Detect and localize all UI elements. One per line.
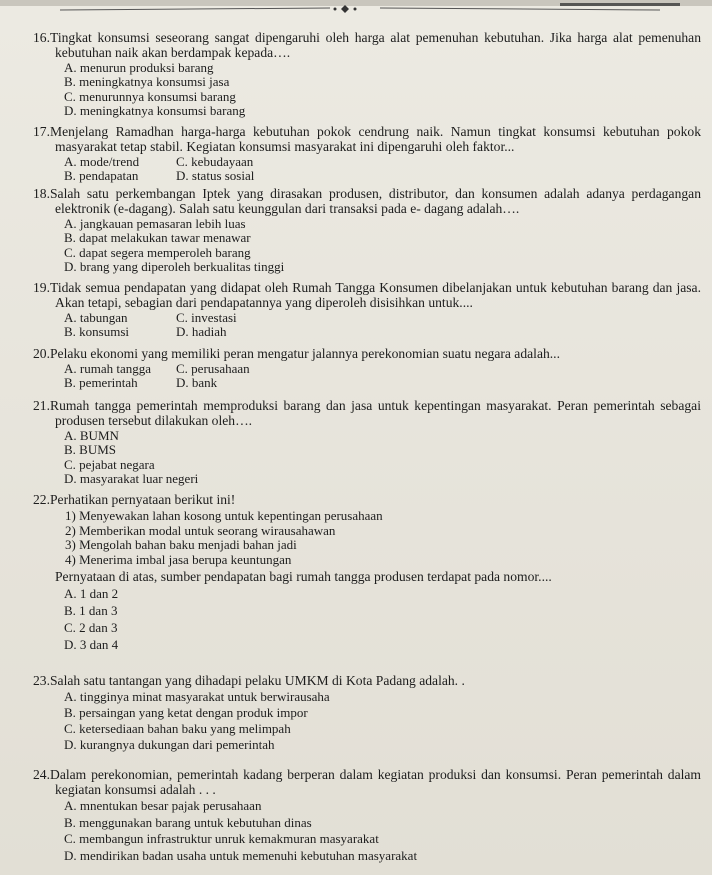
option-b[interactable]: B. pendapatan xyxy=(64,168,139,184)
option-a[interactable]: A. mnentukan besar pajak perusahaan xyxy=(64,798,262,813)
question-stem: Perhatikan pernyataan berikut ini! xyxy=(50,492,236,507)
statement-3: 3) Mengolah bahan baku menjadi bahan jadi xyxy=(65,537,297,553)
question-number: 22. xyxy=(33,492,50,507)
option-b[interactable]: B. 1 dan 3 xyxy=(64,603,118,619)
question-19 xyxy=(33,280,701,340)
question-stem: Pelaku ekonomi yang memiliki peran mengatur jalannya perekonomian suatu negara adalah... xyxy=(50,346,560,361)
question-stem: Tidak semua pendapatan yang didapat oleh Rumah Tangga Konsumen dibelanjakan untuk kebutuhan barang dan jasa. Akan tetapi, sebagian dari pendapatannya yang diperoleh disisihkan untuk.... xyxy=(50,280,701,310)
option-list xyxy=(33,61,701,119)
header-ornament xyxy=(0,0,712,22)
option-b[interactable]: B. menggunakan barang untuk kebutuhan dinas xyxy=(64,814,312,830)
option-a[interactable]: A. BUMN xyxy=(64,428,119,443)
option-list xyxy=(33,689,701,753)
option-grid xyxy=(33,362,701,391)
question-stem: Salah satu perkembangan Iptek yang dirasakan produsen, distributor, dan konsumen adalah adanya perdagangan elektronik (e-dagang). Salah satu keunggulan dari transaksi pada e- dagang adalah…. xyxy=(50,186,701,216)
option-c[interactable]: C. pejabat negara xyxy=(64,456,155,472)
question-stem: Menjelang Ramadhan harga-harga kebutuhan pokok cendrung naik. Namun tingkat konsumsi kebutuhan pokok masyarakat tetap stabil. Kegiatan konsumsi masyarakat ini dipengaruhi oleh faktor... xyxy=(50,124,701,154)
option-a[interactable]: A. jangkauan pemasaran lebih luas xyxy=(64,216,246,231)
option-d[interactable]: D. kurangnya dukungan dari pemerintah xyxy=(64,737,275,752)
option-d[interactable]: D. 3 dan 4 xyxy=(64,637,119,653)
option-a[interactable]: A. menurun produksi barang xyxy=(64,60,214,75)
option-d[interactable]: D. masyarakat luar negeri xyxy=(64,471,199,487)
question-number: 23. xyxy=(33,673,50,688)
option-c[interactable]: C. menurunnya konsumsi barang xyxy=(64,88,236,104)
option-a[interactable]: A. tabungan xyxy=(64,310,128,325)
option-c[interactable]: C. investasi xyxy=(176,310,237,325)
option-list xyxy=(33,798,701,864)
question-number: 17. xyxy=(33,124,50,139)
option-b[interactable]: B. BUMS xyxy=(64,442,117,458)
statement-2: 2) Memberikan modal untuk seorang wirausahawan xyxy=(65,522,336,538)
question-21 xyxy=(33,398,701,487)
option-c[interactable]: C. dapat segera memperoleh barang xyxy=(64,244,251,260)
option-d[interactable]: D. hadiah xyxy=(176,324,227,340)
question-stem: Rumah tangga pemerintah memproduksi barang dan jasa untuk kepentingan masyarakat. Peran pemerintah sebagai produsen tersebut dilakukan oleh…. xyxy=(50,398,701,428)
question-number: 18. xyxy=(33,186,50,201)
question-22 xyxy=(33,492,701,653)
option-list xyxy=(33,429,701,487)
question-stem: Salah satu tantangan yang dihadapi pelaku UMKM di Kota Padang adalah. . xyxy=(50,673,465,688)
option-list xyxy=(33,217,701,275)
option-list xyxy=(33,585,701,653)
option-b[interactable]: B. persaingan yang ketat dengan produk impor xyxy=(64,705,308,720)
question-24 xyxy=(33,767,701,864)
option-c[interactable]: C. ketersediaan bahan baku yang melimpah xyxy=(64,721,291,736)
option-d[interactable]: D. brang yang diperoleh berkualitas tinggi xyxy=(64,259,285,275)
question-stem: Dalam perekonomian, pemerintah kadang berperan dalam kegiatan produksi dan konsumsi. Peran pemerintah dalam kegiatan konsumsi adalah . . . xyxy=(50,767,701,797)
option-c[interactable]: C. membangun infrastruktur unruk kemakmuran masyarakat xyxy=(64,831,379,846)
option-b[interactable]: B. pemerintah xyxy=(64,375,138,391)
question-number: 24. xyxy=(33,767,50,782)
option-a[interactable]: A. 1 dan 2 xyxy=(64,586,119,602)
question-stem: Tingkat konsumsi seseorang sangat dipengaruhi oleh harga alat pemenuhan kebutuhan. Jika harga alat pemenuhan kebutuhan naik akan berdampak kepada…. xyxy=(50,30,701,60)
option-a[interactable]: A. tingginya minat masyarakat untuk berwirausaha xyxy=(64,689,330,704)
question-18 xyxy=(33,186,701,275)
option-grid xyxy=(33,311,701,340)
option-b[interactable]: B. konsumsi xyxy=(64,324,130,340)
statement-list xyxy=(33,509,701,567)
question-number: 21. xyxy=(33,398,50,413)
question-number: 19. xyxy=(33,280,50,295)
question-20 xyxy=(33,346,701,391)
option-grid xyxy=(33,155,701,184)
option-c[interactable]: C. perusahaan xyxy=(176,361,250,376)
option-b[interactable]: B. dapat melakukan tawar menawar xyxy=(64,230,251,246)
question-stem-2: Pernyataan di atas, sumber pendapatan bagi rumah tangga produsen terdapat pada nomor.... xyxy=(55,569,552,585)
option-d[interactable]: D. mendirikan badan usaha untuk memenuhi kebutuhan masyarakat xyxy=(64,847,418,863)
option-d[interactable]: D. status sosial xyxy=(176,168,255,184)
question-number: 20. xyxy=(33,346,50,361)
option-c[interactable]: C. kebudayaan xyxy=(176,154,254,169)
option-d[interactable]: D. meningkatnya konsumsi barang xyxy=(64,103,246,119)
question-16 xyxy=(33,30,701,119)
option-c[interactable]: C. 2 dan 3 xyxy=(64,620,118,636)
option-a[interactable]: A. mode/trend xyxy=(64,154,140,169)
option-a[interactable]: A. rumah tangga xyxy=(64,361,152,376)
question-17 xyxy=(33,124,701,184)
question-23 xyxy=(33,673,701,753)
statement-1: 1) Menyewakan lahan kosong untuk kepentingan perusahaan xyxy=(65,508,383,523)
statement-4: 4) Menerima imbal jasa berupa keuntungan xyxy=(65,551,292,567)
option-b[interactable]: B. meningkatnya konsumsi jasa xyxy=(64,74,230,90)
option-d[interactable]: D. bank xyxy=(176,375,218,391)
question-number: 16. xyxy=(33,30,50,45)
